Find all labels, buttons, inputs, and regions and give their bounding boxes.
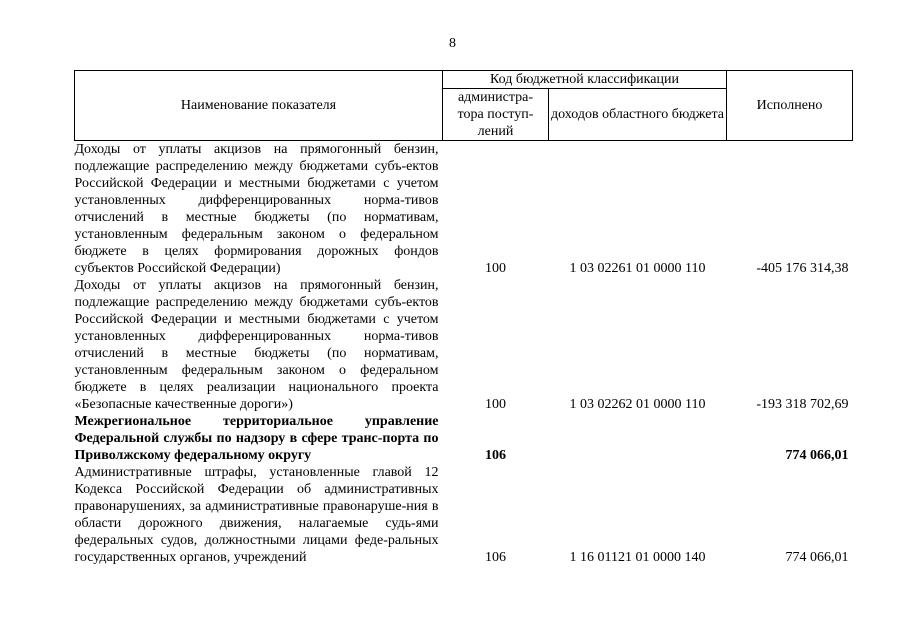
row-name: Доходы от уплаты акцизов на прямогонный бензин, подлежащие распределению между бюджетами субъ-ектов Российской Федерации и местными бюджетами с учетом установленных дифференцированных норма-тивов отчислений в местные бюджеты (по нормативам, установленным федеральным законом о федеральном бюджете в целях формирования дорожных фондов субъектов Российской Федерации)	[74, 142, 439, 276]
header-name: Наименование показателя	[75, 71, 443, 141]
row-revenue-code: 1 03 02262 01 0000 110	[569, 397, 706, 412]
row-amount: -405 176 314,38	[756, 261, 849, 276]
row-amount: -193 318 702,69	[756, 397, 849, 412]
table-row	[75, 277, 853, 413]
row-admin-code: 106	[485, 550, 506, 565]
table-body	[75, 141, 853, 567]
row-amount: 774 066,01	[785, 448, 849, 463]
row-admin-code: 106	[485, 448, 506, 463]
row-name: Доходы от уплаты акцизов на прямогонный бензин, подлежащие распределению между бюджетами субъ-ектов Российской Федерации и местными бюджетами с учетом установленных дифференцированных норма-тивов отчислений в местные бюджеты (по нормативам, установленным федеральным законом о федеральном бюджете в целях реализации национального проекта «Безопасные качественные дороги»)	[74, 278, 439, 412]
row-admin-code: 100	[485, 397, 506, 412]
header-code-group: Код бюджетной классификации	[443, 71, 727, 89]
row-amount: 774 066,01	[785, 550, 849, 565]
row-name: Межрегиональное территориальное управление Федеральной службы по надзору в сфере транс-порта по Приволжскому федеральному округу	[74, 414, 439, 463]
header-executed: Исполнено	[727, 71, 853, 141]
header-admin: администра-тора поступ-лений	[443, 89, 549, 141]
row-revenue-code: 1 16 01121 01 0000 140	[569, 550, 706, 565]
header-revenue: доходов областного бюджета	[549, 89, 727, 141]
table-row	[75, 464, 853, 566]
budget-table	[74, 70, 853, 566]
row-revenue-code: 1 03 02261 01 0000 110	[569, 261, 706, 276]
table-row	[75, 413, 853, 464]
row-name: Административные штрафы, установленные главой 12 Кодекса Российской Федерации об административных правонарушениях, за административные правонаруше-ния в области дорожного движения, налагаемые судь-ями федеральных судов, должностными лицами феде-ральных государственных органов, учреждений	[74, 465, 439, 565]
row-revenue-code	[549, 413, 727, 464]
table-header	[75, 71, 853, 141]
page-number: 8	[449, 36, 456, 51]
table-row	[75, 141, 853, 278]
row-admin-code: 100	[485, 261, 506, 276]
